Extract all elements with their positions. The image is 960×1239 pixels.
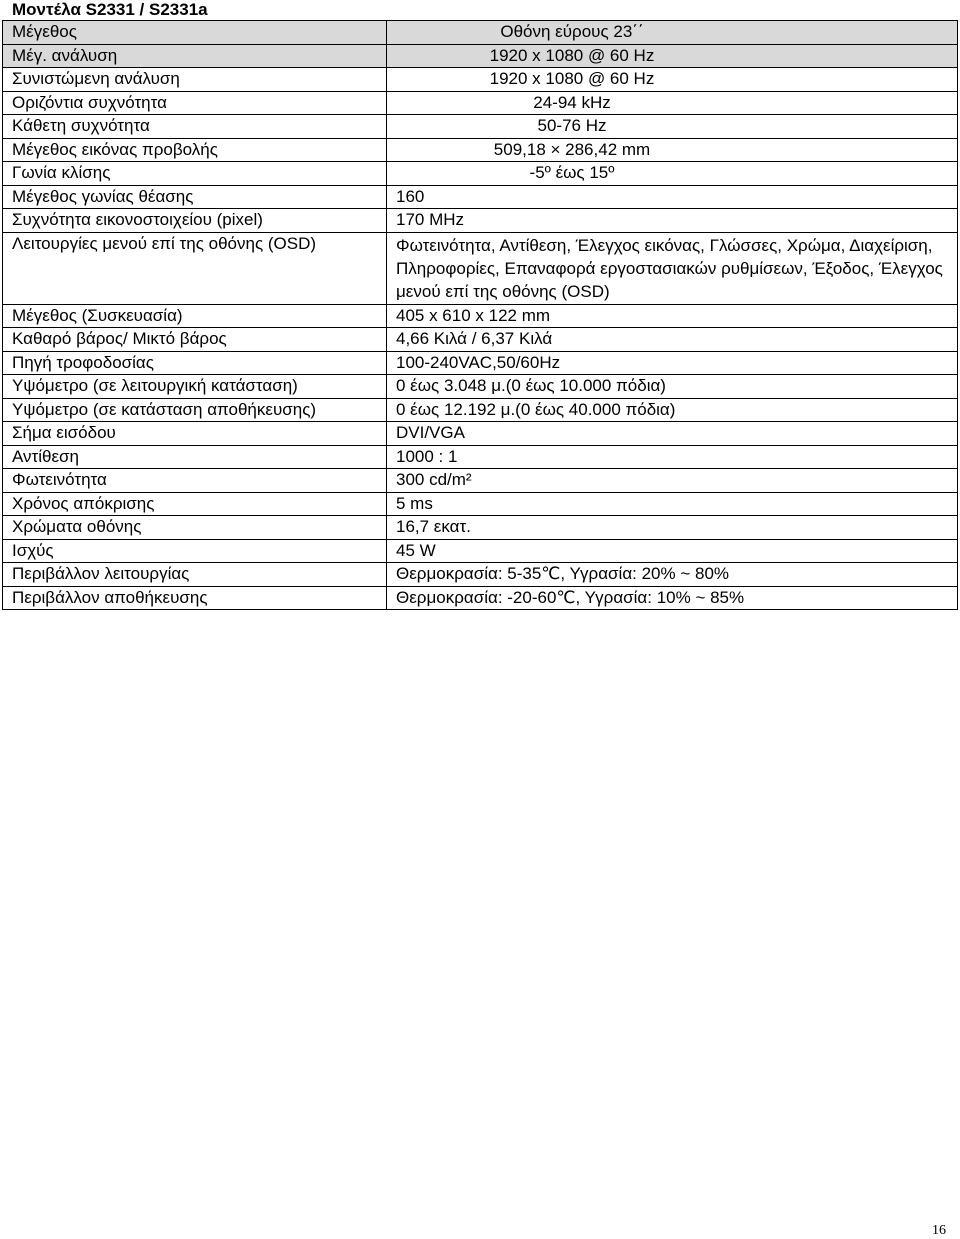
table-row [3,516,958,540]
spec-label: Χρόνος απόκρισης [3,492,387,516]
table-row [3,586,958,610]
table-row [3,398,958,422]
page-number: 16 [932,1223,946,1238]
spec-value: 5 ms [387,492,958,516]
spec-value: Φωτεινότητα, Αντίθεση, Έλεγχος εικόνας, Γλώσσες, Χρώμα, Διαχείριση, Πληροφορίες, Επαναφορά εργοστασιακών ρυθμίσεων, Έξοδος, Έλεγχος μενού επί της οθόνης (OSD) [387,232,958,304]
spec-value: 0 έως 12.192 μ.(0 έως 40.000 πόδια) [387,398,958,422]
spec-label: Φωτεινότητα [3,469,387,493]
spec-value: 0 έως 3.048 μ.(0 έως 10.000 πόδια) [387,375,958,399]
spec-label: Συχνότητα εικονοστοιχείου (pixel) [3,209,387,233]
table-row [3,68,958,92]
spec-value: 160 [387,185,958,209]
spec-label: Αντίθεση [3,445,387,469]
spec-label: Μέγεθος (Συσκευασία) [3,304,387,328]
spec-value: Θερμοκρασία: -20-60℃, Υγρασία: 10% ~ 85% [387,586,958,610]
spec-table [2,20,958,610]
spec-label: Ισχύς [3,539,387,563]
table-row [3,375,958,399]
page-title: Μοντέλα S2331 / S2331a [12,0,208,19]
spec-value: Θερμοκρασία: 5-35℃, Υγρασία: 20% ~ 80% [387,563,958,587]
spec-label: Κάθετη συχνότητα [3,115,387,139]
spec-label: Πηγή τροφοδοσίας [3,351,387,375]
table-row [3,232,958,304]
spec-value: 100-240VAC,50/60Hz [387,351,958,375]
spec-value: 24-94 kHz [387,91,958,115]
table-row [3,563,958,587]
spec-label: Μέγ. ανάλυση [3,44,387,68]
spec-value: 300 cd/m² [387,469,958,493]
spec-value: DVI/VGA [387,422,958,446]
spec-value: 4,66 Κιλά / 6,37 Κιλά [387,328,958,352]
spec-label: Καθαρό βάρος/ Μικτό βάρος [3,328,387,352]
table-row [3,469,958,493]
spec-label: Μέγεθος γωνίας θέασης [3,185,387,209]
table-row [3,445,958,469]
spec-value: Οθόνη εύρους 23΄΄ [387,21,958,45]
spec-value: 16,7 εκατ. [387,516,958,540]
spec-label: Υψόμετρο (σε κατάσταση αποθήκευσης) [3,398,387,422]
table-row [3,138,958,162]
spec-label: Περιβάλλον λειτουργίας [3,563,387,587]
spec-label: Μέγεθος εικόνας προβολής [3,138,387,162]
spec-value: -5º έως 15º [387,162,958,186]
spec-value: 405 x 610 x 122 mm [387,304,958,328]
spec-value: 1920 x 1080 @ 60 Hz [387,68,958,92]
spec-label: Σήμα εισόδου [3,422,387,446]
spec-label: Οριζόντια συχνότητα [3,91,387,115]
spec-label: Υψόμετρο (σε λειτουργική κατάσταση) [3,375,387,399]
table-row [3,209,958,233]
spec-value: 170 MHz [387,209,958,233]
table-row [3,328,958,352]
table-row [3,162,958,186]
spec-label: Μέγεθος [3,21,387,45]
spec-value: 1000 : 1 [387,445,958,469]
spec-label: Συνιστώμενη ανάλυση [3,68,387,92]
table-row [3,44,958,68]
spec-value: 50-76 Hz [387,115,958,139]
spec-value: 509,18 × 286,42 mm [387,138,958,162]
spec-label: Γωνία κλίσης [3,162,387,186]
table-row [3,91,958,115]
spec-label: Περιβάλλον αποθήκευσης [3,586,387,610]
table-row [3,422,958,446]
spec-value: 45 W [387,539,958,563]
spec-label: Χρώματα οθόνης [3,516,387,540]
spec-value: 1920 x 1080 @ 60 Hz [387,44,958,68]
table-row [3,115,958,139]
table-row [3,492,958,516]
table-row [3,21,958,45]
table-row [3,304,958,328]
table-row [3,539,958,563]
spec-label: Λειτουργίες μενού επί της οθόνης (OSD) [3,232,387,304]
table-row [3,351,958,375]
table-row [3,185,958,209]
